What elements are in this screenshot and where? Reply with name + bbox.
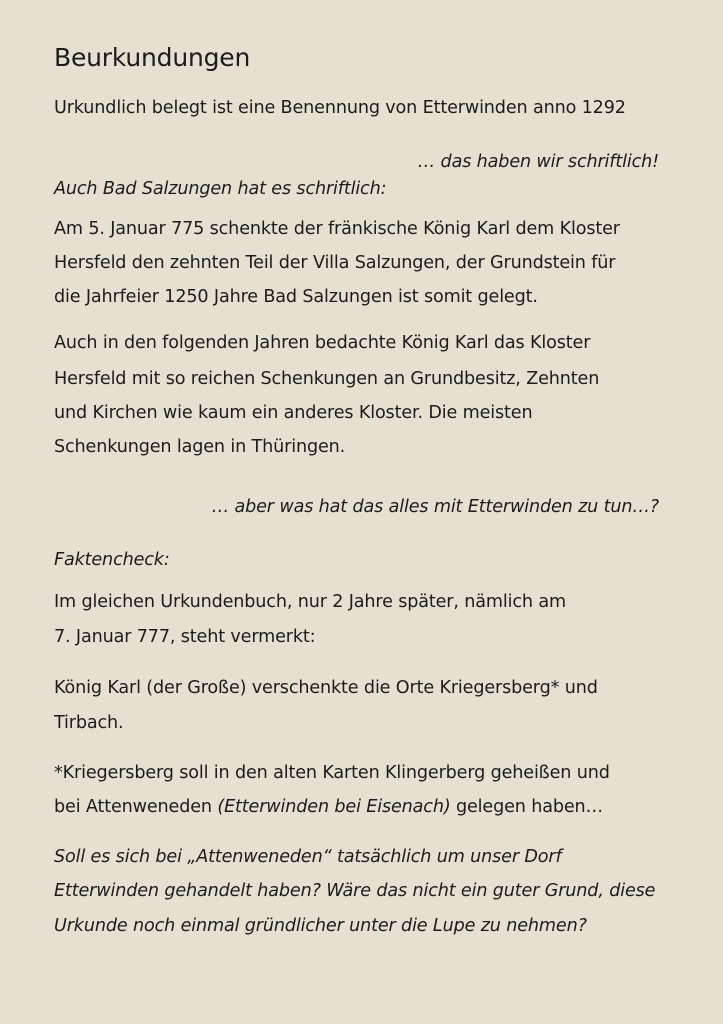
para5-line-2-end: gelegen haben… [450,797,603,817]
question-text: … aber was hat das alles mit Etterwinden zu tun…? [211,497,659,517]
closing-line-3: Urkunde noch einmal gründlicher unter die Lupe zu nehmen? [54,916,587,936]
para2-line-2: Hersfeld mit so reichen Schenkungen an Grundbesitz, Zehnten [54,369,600,389]
intro-text: Urkundlich belegt ist eine Benennung von Etterwinden anno 1292 [54,98,626,118]
closing-line-1: Soll es sich bei „Attenweneden“ tatsächlich um unser Dorf [54,847,562,867]
para2-line-3: und Kirchen wie kaum ein anderes Kloster. Die meisten [54,403,533,423]
salzungen-heading: Auch Bad Salzungen hat es schriftlich: [54,179,387,199]
para3-line-1: Im gleichen Urkundenbuch, nur 2 Jahre später, nämlich am [54,592,566,612]
para5-line-2-italic: (Etterwinden bei Eisenach) [217,797,451,817]
para1-line-1: Am 5. Januar 775 schenkte der fränkische König Karl dem Kloster [54,219,620,239]
para5-line-1: *Kriegersberg soll in den alten Karten Klingerberg geheißen und [54,763,610,783]
para1-line-2: Hersfeld den zehnten Teil der Villa Salzungen, der Grundstein für [54,253,616,273]
para5-line-2-start: bei Attenweneden [54,797,218,817]
para4-line-1: König Karl (der Große) verschenkte die Orte Kriegersberg* und [54,678,598,698]
closing-line-2: Etterwinden gehandelt haben? Wäre das nicht ein guter Grund, diese [54,881,656,901]
para5-line-2 [54,790,603,824]
para2-line-1: Auch in den folgenden Jahren bedachte König Karl das Kloster [54,333,591,353]
para2-line-4: Schenkungen lagen in Thüringen. [54,437,346,457]
para3-line-2: 7. Januar 777, steht vermerkt: [54,627,316,647]
quote-written: … das haben wir schriftlich! [417,152,659,172]
para1-line-3: die Jahrfeier 1250 Jahre Bad Salzungen ist somit gelegt. [54,287,538,307]
para4-line-2: Tirbach. [54,713,124,733]
faktencheck-label: Faktencheck: [54,550,170,570]
page-title: Beurkundungen [54,43,251,72]
